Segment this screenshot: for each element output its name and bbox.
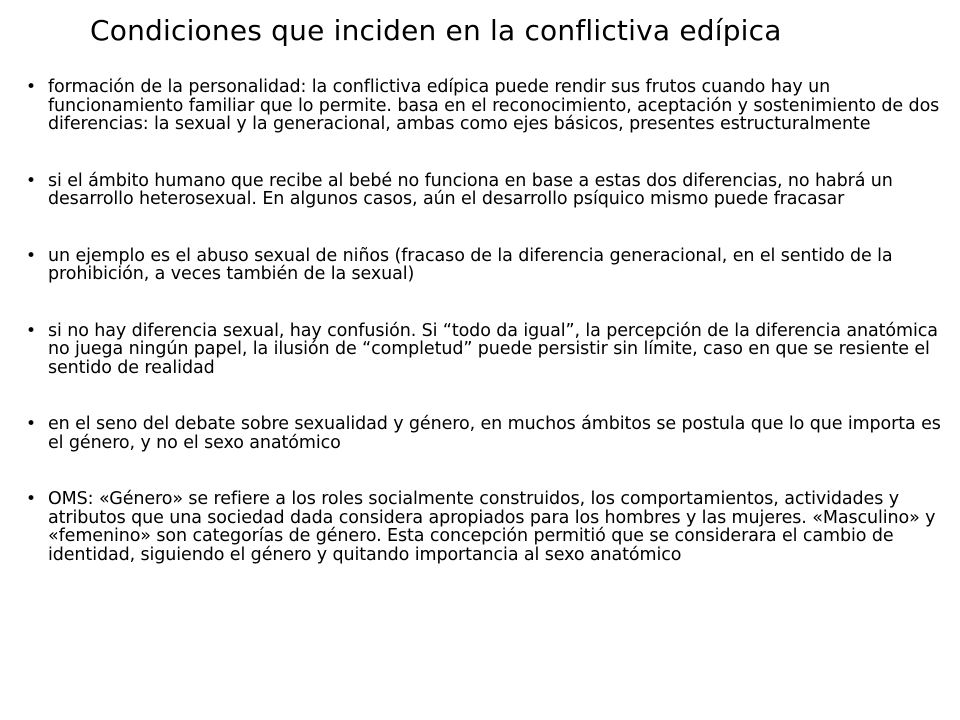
bullet-text: OMS: «Género» se refiere a los roles socialmente construidos, los comportamientos, actividades y atributos que una sociedad dada considera apropiados para los hombres y las mujeres. «Masculino» y «femenino» son categorías de género. Esta concepción permitió que se considerara el cambio de identidad, siguiendo el género y quitando importancia al sexo anatómico xyxy=(48,489,936,565)
bullet-item-abuso xyxy=(26,247,946,284)
bullet-dot-icon: • xyxy=(26,77,36,97)
bullet-item-debate-genero xyxy=(26,415,946,452)
bullet-text: en el seno del debate sobre sexualidad y género, en muchos ámbitos se postula que lo que importa es el género, y no el sexo anatómico xyxy=(48,414,941,453)
bullet-item-personalidad xyxy=(26,78,946,134)
bullet-dot-icon: • xyxy=(26,170,36,191)
bullet-text: un ejemplo es el abuso sexual de niños (fracaso de la diferencia generacional, en el sentido de la prohibición, a veces también de la sexual) xyxy=(48,245,893,284)
bullet-item-oms xyxy=(26,490,946,564)
bullet-item-ambito-humano xyxy=(26,172,946,209)
bullet-dot-icon: • xyxy=(26,245,36,266)
slide-title: Condiciones que inciden en la conflictiva edípica xyxy=(90,14,782,47)
bullet-dot-icon: • xyxy=(26,489,36,509)
bullet-text: si no hay diferencia sexual, hay confusión. Si “todo da igual”, la percepción de la diferencia anatómica no juega ningún papel, la ilusión de “completud” puede persistir sin límite, caso en que se resiente el sentido de realidad xyxy=(48,320,938,378)
bullet-dot-icon: • xyxy=(26,320,36,341)
bullet-item-diferencia-sexual xyxy=(26,322,946,378)
bullet-text: formación de la personalidad: la conflictiva edípica puede rendir sus frutos cuando hay un funcionamiento familiar que lo permite. basa en el reconocimiento, aceptación y sostenimiento de dos diferencias: la sexual y la generacional, ambas como ejes básicos, presentes estructuralmente xyxy=(48,77,940,134)
bullet-text: si el ámbito humano que recibe al bebé no funciona en base a estas dos diferencias, no habrá un desarrollo heterosexual. En algunos casos, aún el desarrollo psíquico mismo puede fracasar xyxy=(48,170,893,209)
bullet-list xyxy=(26,78,946,564)
bullet-dot-icon: • xyxy=(26,414,36,434)
